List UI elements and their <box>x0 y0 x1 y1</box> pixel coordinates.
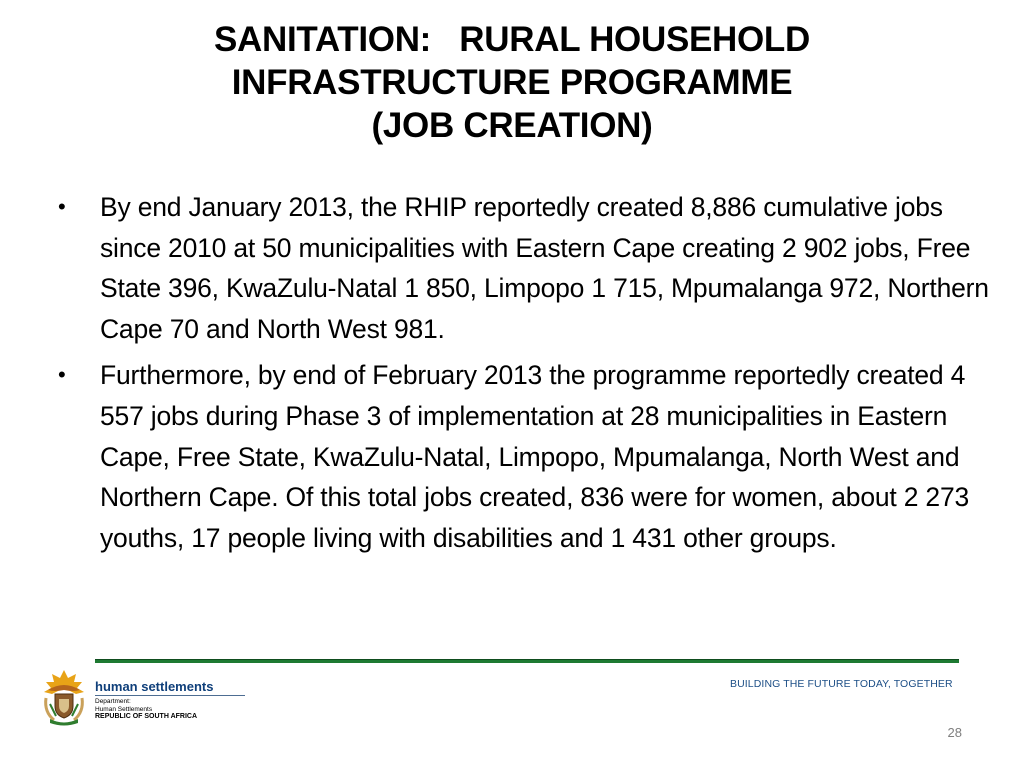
bullet-text: Furthermore, by end of February 2013 the programme reportedly created 4 557 jobs during Phase 3 of implementation at 28 municipalities in Eastern Cape, Free State, KwaZulu-Natal, Limpopo, Mpumalanga, North West and Northern Cape. Of this total jobs created, 836 were for women, about 2 273 youths, 17 people living with disabilities and 1 431 other groups. <box>100 360 970 553</box>
slide-title <box>60 18 964 147</box>
title-line: INFRASTRUCTURE PROGRAMME <box>231 63 793 102</box>
department-label: Human Settlements <box>95 705 153 713</box>
bullet-text: By end January 2013, the RHIP reportedly created 8,886 cumulative jobs since 2010 at 50 municipalities with Eastern Cape creating 2 902 jobs, Free State 396, KwaZulu-Natal 1 850, Limpopo 1 715, Mpumalanga 972, Northern Cape 70 and North West 981. <box>100 192 989 344</box>
bullet-item <box>56 187 996 349</box>
coat-of-arms-icon <box>40 668 88 726</box>
logo-divider <box>95 695 245 696</box>
bullet-list <box>56 187 996 564</box>
title-line: SANITATION: RURAL HOUSEHOLD <box>213 20 810 59</box>
department-logo <box>40 668 230 728</box>
bullet-marker: • <box>58 362 66 388</box>
page-number: 28 <box>947 725 962 740</box>
bullet-item <box>56 355 996 558</box>
bullet-marker: • <box>58 194 66 219</box>
department-label: Department: <box>95 698 131 705</box>
footer-divider-edge <box>95 659 959 660</box>
department-name: human settlements <box>95 679 214 694</box>
footer-tagline: BUILDING THE FUTURE TODAY, TOGETHER <box>730 678 953 690</box>
department-details <box>95 698 197 721</box>
title-line: (JOB CREATION) <box>371 106 653 145</box>
country-label: REPUBLIC OF SOUTH AFRICA <box>95 713 198 720</box>
